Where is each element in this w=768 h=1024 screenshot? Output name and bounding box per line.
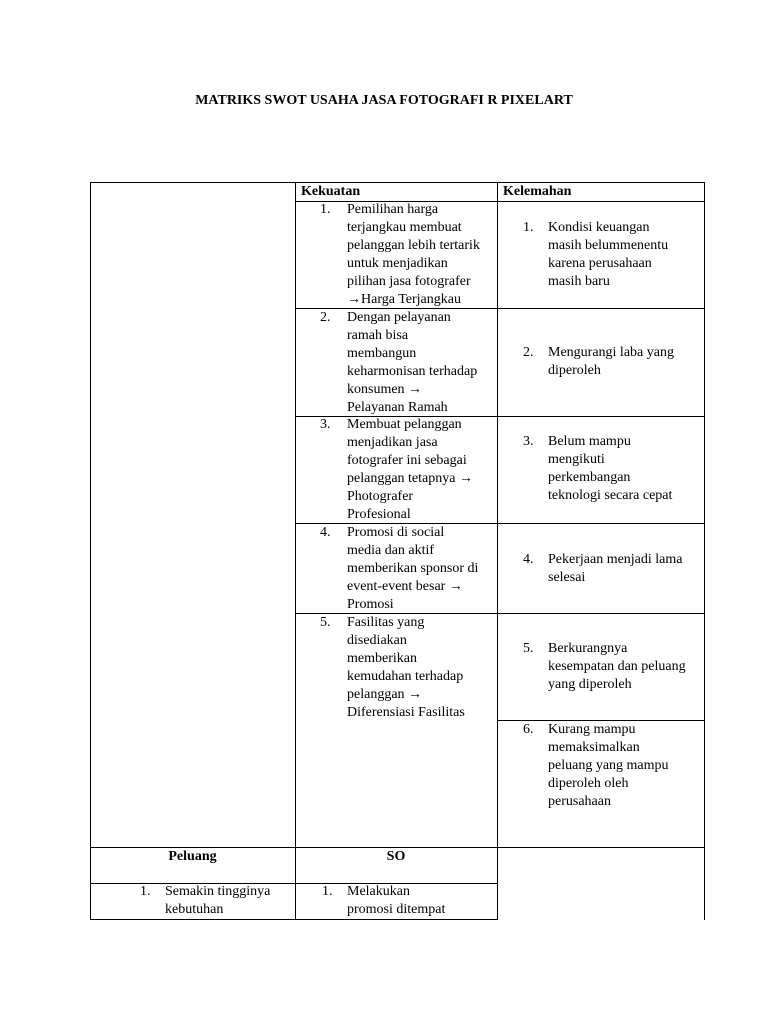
list-line: pelanggan tetapnya → [347,471,473,486]
list-line: disediakan [347,633,407,648]
list-line: Promosi di social [347,525,445,540]
list-line: ramah bisa [347,328,409,343]
so-cell-1 [322,883,496,919]
list-line: promosi ditempat [347,902,446,917]
header-so: SO [386,849,406,864]
list-line: Pemilihan harga [347,202,439,217]
list-number: 1. [523,220,534,235]
kelemahan-cell-4 [523,551,703,587]
table-border-right [704,182,705,920]
list-line: Pekerjaan menjadi lama [548,552,683,567]
col-divider-2 [497,182,498,920]
list-line: pilihan jasa fotografer [347,274,471,289]
kelemahan-cell-5 [523,640,703,694]
header-kekuatan: Kekuatan [301,184,361,199]
list-line: Membuat pelanggan [347,417,462,432]
list-line: pelanggan → [347,687,423,702]
list-line: perusahaan [548,794,611,809]
list-line: diperoleh [548,363,601,378]
kekuatan-cell-3 [320,416,495,524]
list-line: konsumen → [347,382,423,397]
list-line: Fasilitas yang [347,615,425,630]
list-number: 2. [523,345,534,360]
list-line: memberikan [347,651,417,666]
list-line: diperoleh oleh [548,776,629,791]
list-line: event-event besar → [347,579,463,594]
table-border-left [90,182,91,920]
list-line: menjadikan jasa [347,435,438,450]
kelemahan-cell-6 [523,721,703,811]
kekuatan-cell-1 [320,201,495,309]
header-kelemahan: Kelemahan [503,184,572,199]
list-line: selesai [548,570,586,585]
list-line: kesempatan dan peluang [548,659,686,674]
list-line: fotografer ini sebagai [347,453,467,468]
kekuatan-cell-2 [320,309,495,417]
list-line: peluang yang mampu [548,758,669,773]
list-line: terjangkau membuat [347,220,462,235]
list-number: 4. [320,525,331,540]
list-line: →Harga Terjangkau [347,292,461,307]
kelemahan-cell-3 [523,433,703,505]
list-number: 5. [320,615,331,630]
list-line: Semakin tingginya [165,884,271,899]
list-number: 2. [320,310,331,325]
list-number: 4. [523,552,534,567]
list-line: untuk menjadikan [347,256,448,271]
header-peluang: Peluang [168,849,217,864]
list-line: membangun [347,346,417,361]
list-line: masih belummenentu [548,238,669,253]
list-line: Belum mampu [548,434,631,449]
list-line: mengikuti [548,452,605,467]
col-divider-1 [295,182,296,920]
list-line: Photografer [347,489,414,504]
list-line: Pelayanan Ramah [347,400,448,415]
list-line: Kurang mampu [548,722,636,737]
list-line: media dan aktif [347,543,435,558]
kelemahan-cell-2 [523,344,703,380]
list-number: 3. [320,417,331,432]
list-line: perkembangan [548,470,631,485]
list-line: Profesional [347,507,411,522]
list-number: 1. [322,884,333,899]
list-line: masih baru [548,274,610,289]
list-line: Berkurangnya [548,641,628,656]
list-line: Mengurangi laba yang [548,345,674,360]
list-line: Kondisi keuangan [548,220,650,235]
kelemahan-cell-1 [523,219,703,291]
list-line: pelanggan lebih tertarik [347,238,480,253]
list-line: karena perusahaan [548,256,652,271]
kekuatan-cell-5 [320,614,495,722]
list-line: kemudahan terhadap [347,669,464,684]
list-line: Promosi [347,597,394,612]
list-number: 1. [320,202,331,217]
list-number: 6. [523,722,534,737]
list-line: memberikan sponsor di [347,561,479,576]
peluang-cell-1 [140,883,294,919]
list-line: Diferensiasi Fasilitas [347,705,465,720]
list-line: Melakukan [347,884,410,899]
table-border-top [90,182,705,183]
list-number: 1. [140,884,151,899]
list-line: kebutuhan [165,902,224,917]
document-title: MATRIKS SWOT USAHA JASA FOTOGRAFI R PIXELART [195,93,573,108]
list-number: 3. [523,434,534,449]
kekuatan-cell-4 [320,524,495,614]
list-line: Dengan pelayanan [347,310,451,325]
table-border-bottom [90,919,497,920]
list-number: 5. [523,641,534,656]
list-line: teknologi secara cepat [548,488,673,503]
list-line: yang diperoleh [548,677,632,692]
list-line: memaksimalkan [548,740,640,755]
list-line: keharmonisan terhadap [347,364,478,379]
